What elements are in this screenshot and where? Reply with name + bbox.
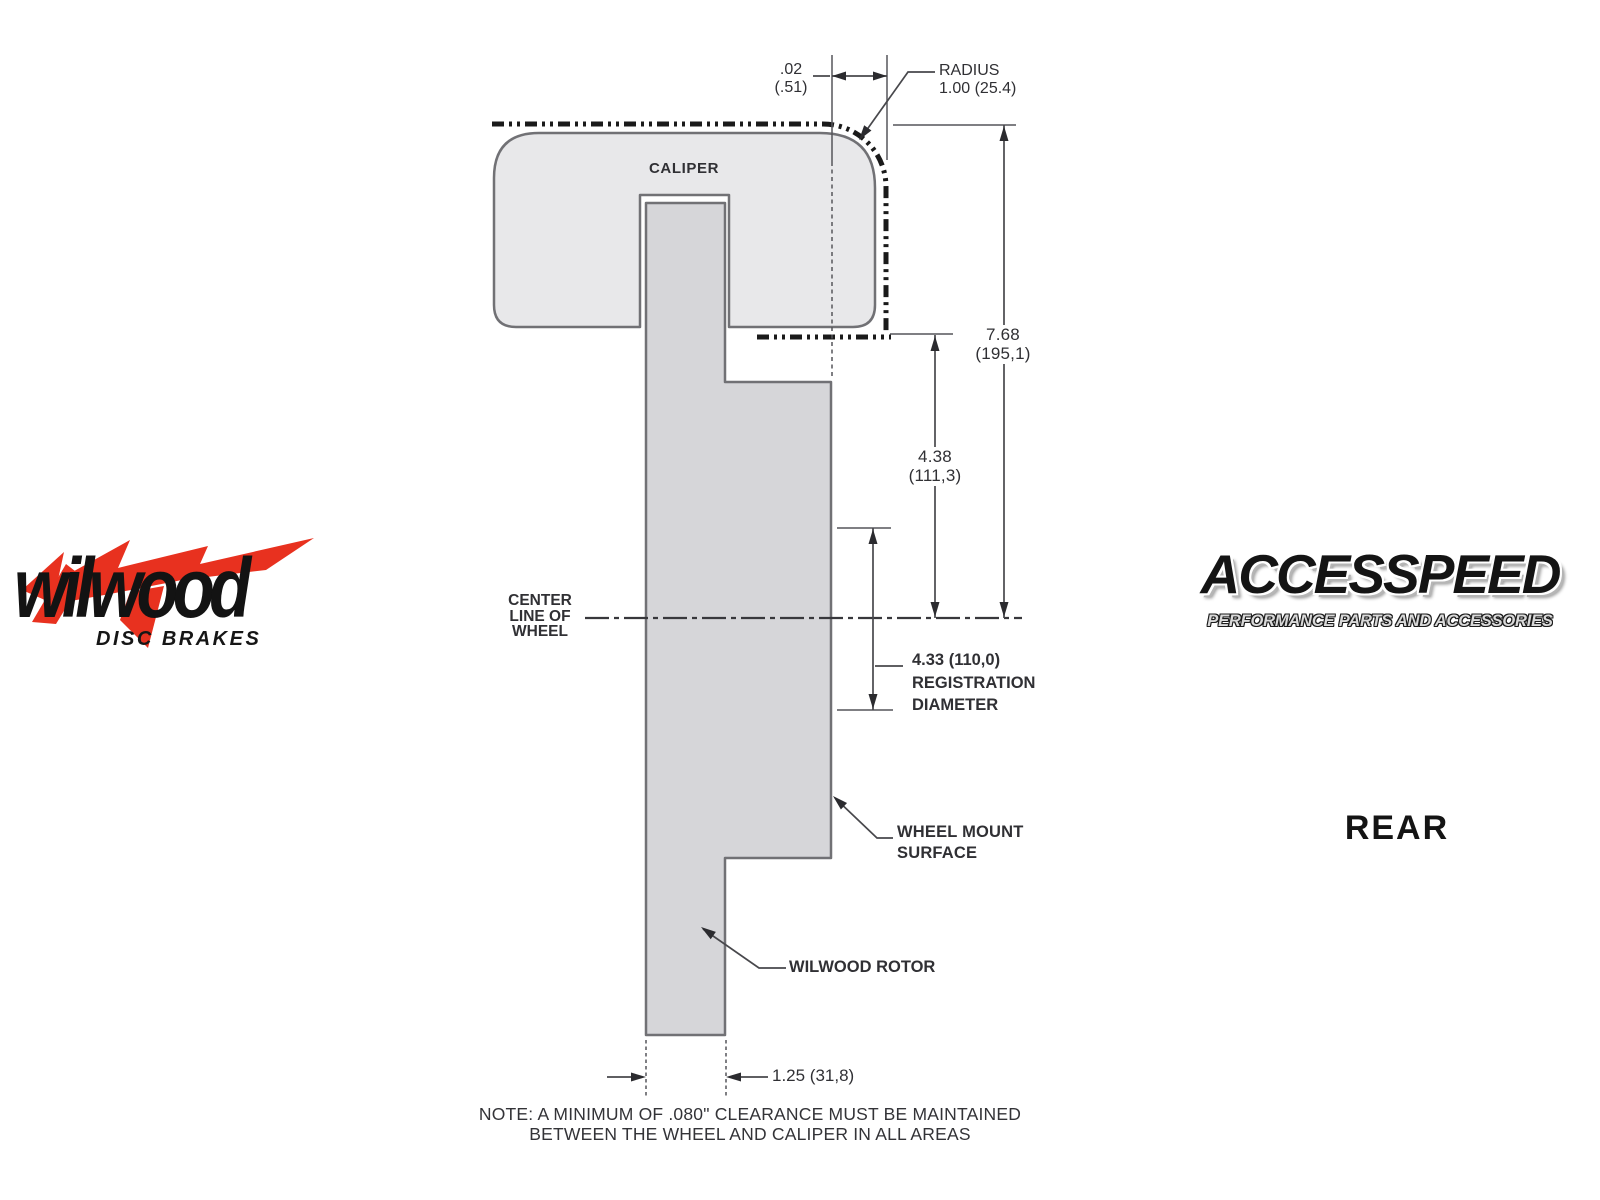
wilwood-tagline: DISC BRAKES [96,628,262,650]
caliper-center-inches: 4.38 [918,447,952,466]
caliper-center-down-arrow [931,602,940,617]
clearance-inches: .02 [779,61,803,78]
centerline-word-3: WHEEL [512,623,568,640]
rear-view-label: REAR [1344,809,1450,847]
radius-leader [861,72,935,138]
rotor-width-dimension-label: 1.25 (31,8) [772,1066,855,1085]
registration-word-2: DIAMETER [912,696,999,714]
wheel-mount-surface-label [897,822,1024,864]
wheel-centerline-label [498,593,582,640]
clearance-right-arrow [873,72,887,81]
clearance-dimension-label [766,61,816,96]
caliper-to-centerline-dimension-label [892,447,978,486]
note-line-2: BETWEEN THE WHEEL AND CALIPER IN ALL AREAS [529,1123,971,1144]
registration-up-arrow [869,529,878,544]
wilwood-script-wordmark: wilwood [14,541,246,635]
rotor-width-right-arrow [726,1073,741,1082]
wheel-mount-line-2: SURFACE [897,844,978,862]
overall-height-dimension-label [960,325,1046,364]
wilwood-rotor-label: WILWOOD ROTOR [789,958,936,976]
overall-height-inches: 7.68 [986,325,1020,344]
accesspeed-tagline: PERFORMANCE PARTS AND ACCESSORIES [1207,612,1553,630]
registration-word-1: REGISTRATION [912,673,1036,692]
overall-height-millimeters: (195,1) [975,343,1031,363]
rotor-width-left-arrow [631,1073,646,1082]
caliper-label: CALIPER [648,160,720,177]
wheel-mount-line-1: WHEEL MOUNT [897,823,1024,841]
caliper-center-up-arrow [931,336,940,351]
overall-height-down-arrow [1000,602,1009,617]
centerline-word-2: LINE OF [509,607,571,625]
registration-value: 4.33 (110,0) [912,651,1001,669]
radius-dimension-label [939,62,1016,97]
caliper-center-millimeters: (111,3) [908,465,962,485]
clearance-note [250,1105,1250,1144]
radius-word: RADIUS [939,62,1000,79]
clearance-left-arrow [832,72,846,81]
accesspeed-wordmark: ACCESSPEED [1200,543,1560,605]
wilwood-logo [10,524,322,656]
registration-down-arrow [869,694,878,709]
registration-diameter-label [912,649,1035,717]
accesspeed-logo [1196,542,1564,631]
centerline-word-1: CENTER [508,592,572,609]
radius-value: 1.00 (25.4) [939,79,1017,97]
clearance-millimeters: (.51) [774,78,808,96]
note-line-1: NOTE: A MINIMUM OF .080" CLEARANCE MUST BE MAINTAINED [478,1104,1022,1124]
overall-height-up-arrow [1000,126,1009,141]
